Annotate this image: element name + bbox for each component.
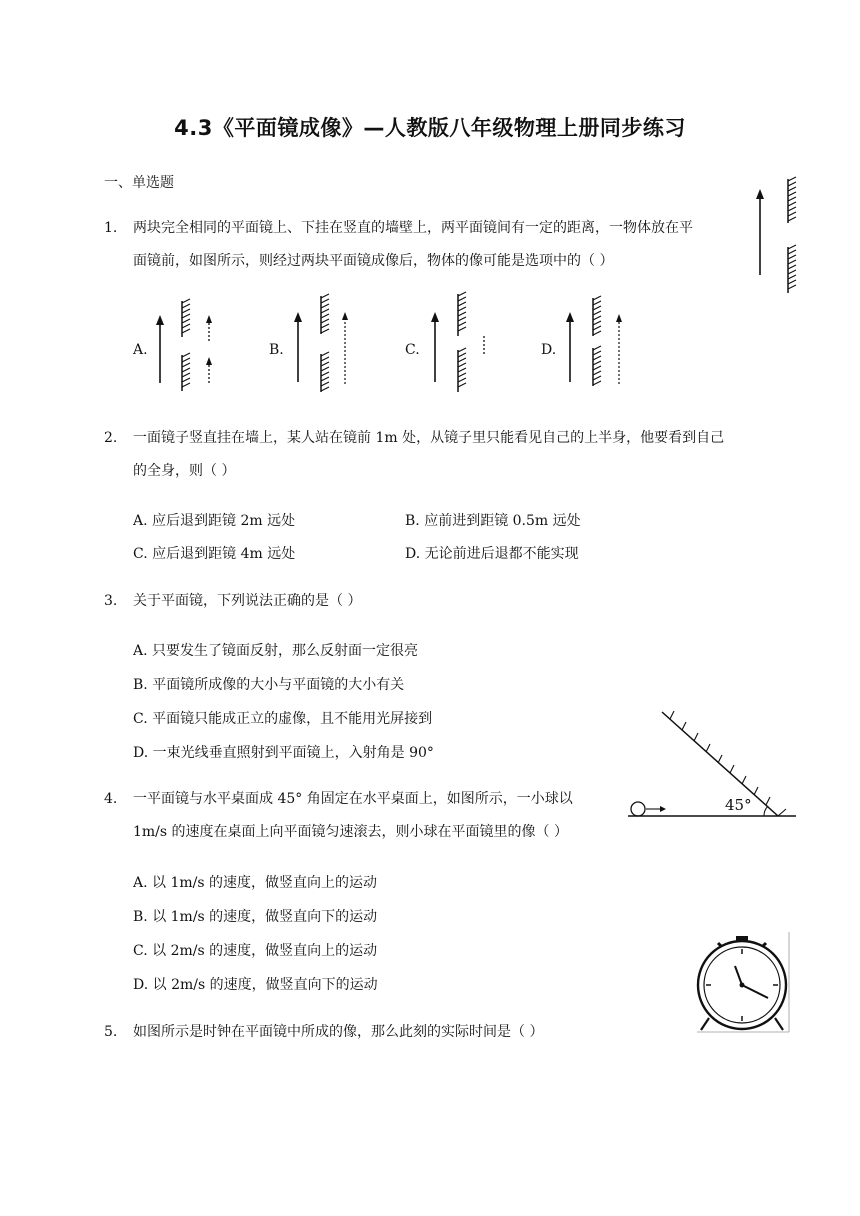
question-4-option-a: A. 以 1m/s 的速度，做竖直向上的运动 xyxy=(133,875,377,891)
question-1-option-d-figure xyxy=(560,292,635,392)
question-4-line-1: 一平面镜与水平桌面成 45° 角固定在水平桌面上，如图所示，一小球以 xyxy=(133,791,573,807)
section-heading: 一、单选题 xyxy=(104,175,174,191)
question-5-clock-figure xyxy=(695,930,795,1035)
question-4-option-d: D. 以 2m/s 的速度，做竖直向下的运动 xyxy=(133,977,378,993)
question-1-option-b-figure xyxy=(288,292,363,392)
question-1-line-2: 面镜前，如图所示，则经过两块平面镜成像后，物体的像可能是选项中的（ ） xyxy=(133,253,614,269)
question-1-option-a-figure xyxy=(150,295,225,390)
question-2-line-1: 一面镜子竖直挂在墙上，某人站在镜前 1m 处，从镜子里只能看见自己的上半身，他要看到自己 xyxy=(133,430,725,446)
question-2-option-b: B. 应前进到距镜 0.5m 远处 xyxy=(405,513,581,529)
question-4-figure xyxy=(620,700,800,825)
angle-label: 45° xyxy=(725,796,752,814)
question-3-option-b: B. 平面镜所成像的大小与平面镜的大小有关 xyxy=(133,677,405,693)
question-3-line-1: 关于平面镜，下列说法正确的是（ ） xyxy=(133,593,362,609)
question-4-number: 4. xyxy=(104,791,118,807)
question-1-option-a-label: A. xyxy=(133,342,148,358)
question-2-line-2: 的全身，则（ ） xyxy=(133,463,236,479)
question-1-option-d-label: D. xyxy=(541,342,557,358)
question-2-number: 2. xyxy=(104,430,118,446)
page-title: 4.3《平面镜成像》—人教版八年级物理上册同步练习 xyxy=(174,116,686,140)
question-3-number: 3. xyxy=(104,593,118,609)
question-2-option-c: C. 应后退到距镜 4m 远处 xyxy=(133,546,296,562)
question-1-option-c-label: C. xyxy=(405,342,420,358)
question-2-option-a: A. 应后退到距镜 2m 远处 xyxy=(133,513,296,529)
question-1-line-1: 两块完全相同的平面镜上、下挂在竖直的墙壁上，两平面镜间有一定的距离，一物体放在平 xyxy=(133,220,693,236)
question-1-number: 1. xyxy=(104,220,118,236)
question-3-option-a: A. 只要发生了镜面反射，那么反射面一定很亮 xyxy=(133,643,419,659)
question-4-line-2: 1m/s 的速度在桌面上向平面镜匀速滚去，则小球在平面镜里的像（ ） xyxy=(133,824,568,840)
question-5-number: 5. xyxy=(104,1024,118,1040)
question-3-option-d: D. 一束光线垂直照射到平面镜上，入射角是 90° xyxy=(133,745,434,761)
question-3-option-c: C. 平面镜只能成正立的虚像，且不能用光屏接到 xyxy=(133,711,433,727)
question-1-figure xyxy=(750,175,810,300)
question-5-line-1: 如图所示是时钟在平面镜中所成的像，那么此刻的实际时间是（ ） xyxy=(133,1024,544,1040)
question-4-option-c: C. 以 2m/s 的速度，做竖直向上的运动 xyxy=(133,943,378,959)
question-1-option-b-label: B. xyxy=(269,342,284,358)
question-1-option-c-figure xyxy=(425,292,500,392)
question-4-option-b: B. 以 1m/s 的速度，做竖直向下的运动 xyxy=(133,909,378,925)
question-2-option-d: D. 无论前进后退都不能实现 xyxy=(405,546,579,562)
